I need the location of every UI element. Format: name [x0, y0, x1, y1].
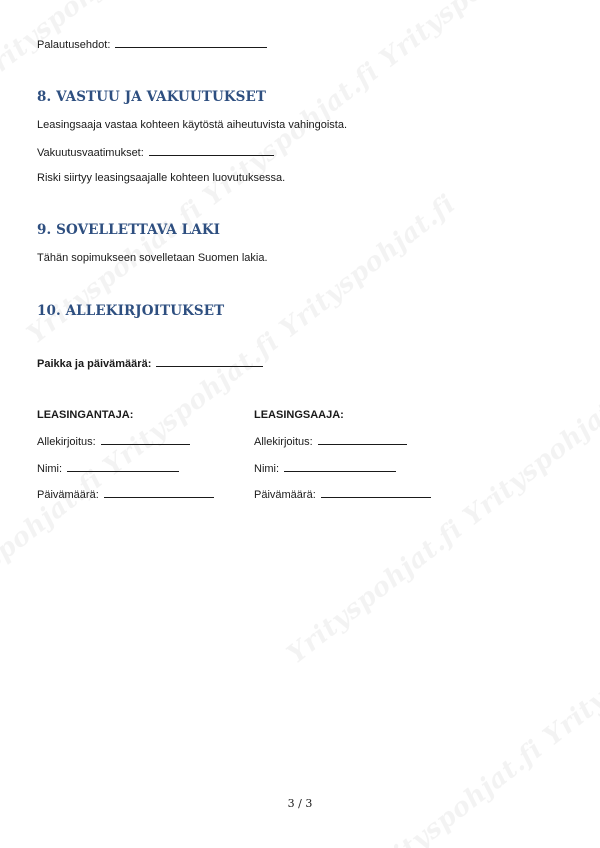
lessor-date-label: Päivämäärä:: [37, 489, 99, 501]
risk-text: Riski siirtyy leasingsaajalle kohteen luovutuksessa.: [37, 172, 286, 184]
lessor-name-line: [37, 461, 179, 476]
lessee-name-field[interactable]: [284, 461, 396, 472]
lessee-signature-label: Allekirjoitus:: [254, 436, 313, 448]
lessee-name-line: [254, 461, 396, 476]
watermark-text: [362, 459, 600, 848]
insurance-line: [37, 145, 274, 160]
insurance-label: Vakuutusvaatimukset:: [37, 147, 144, 159]
lessor-name-field[interactable]: [67, 461, 179, 472]
lessee-signature-field[interactable]: [318, 434, 407, 445]
return-terms-field[interactable]: [115, 37, 267, 48]
return-terms-line: [37, 37, 267, 52]
section-9-heading: 9. SOVELLETTAVA LAKI: [37, 222, 221, 238]
law-text: Tähän sopimukseen sovelletaan Suomen lakia.: [37, 252, 268, 264]
lessee-title: LEASINGSAAJA:: [254, 409, 344, 421]
page-number: 3 / 3: [287, 797, 313, 810]
place-date-line: [37, 356, 263, 371]
watermark-text: [282, 239, 600, 670]
lessor-signature-line: [37, 434, 190, 449]
lessee-date-label: Päivämäärä:: [254, 489, 316, 501]
lessor-date-line: [37, 487, 214, 502]
place-date-label: Paikka ja päivämäärä:: [37, 358, 152, 370]
insurance-field[interactable]: [149, 145, 274, 156]
lessee-name-label: Nimi:: [254, 463, 280, 475]
lessee-date-line: [254, 487, 431, 502]
lessor-date-field[interactable]: [104, 487, 214, 498]
lessor-signature-label: Allekirjoitus:: [37, 436, 96, 448]
lessor-title: LEASINGANTAJA:: [37, 409, 134, 421]
place-date-field[interactable]: [156, 356, 263, 367]
lessee-date-field[interactable]: [321, 487, 431, 498]
section-10-heading: 10. ALLEKIRJOITUKSET: [37, 303, 225, 319]
liability-text: Leasingsaaja vastaa kohteen käytöstä aiheutuvista vahingoista.: [37, 119, 348, 131]
section-8-heading: 8. VASTUU JA VAKUUTUKSET: [37, 89, 267, 105]
lessor-signature-field[interactable]: [101, 434, 190, 445]
lessor-name-label: Nimi:: [37, 463, 63, 475]
return-terms-label: Palautusehdot:: [37, 39, 111, 51]
lessee-signature-line: [254, 434, 407, 449]
